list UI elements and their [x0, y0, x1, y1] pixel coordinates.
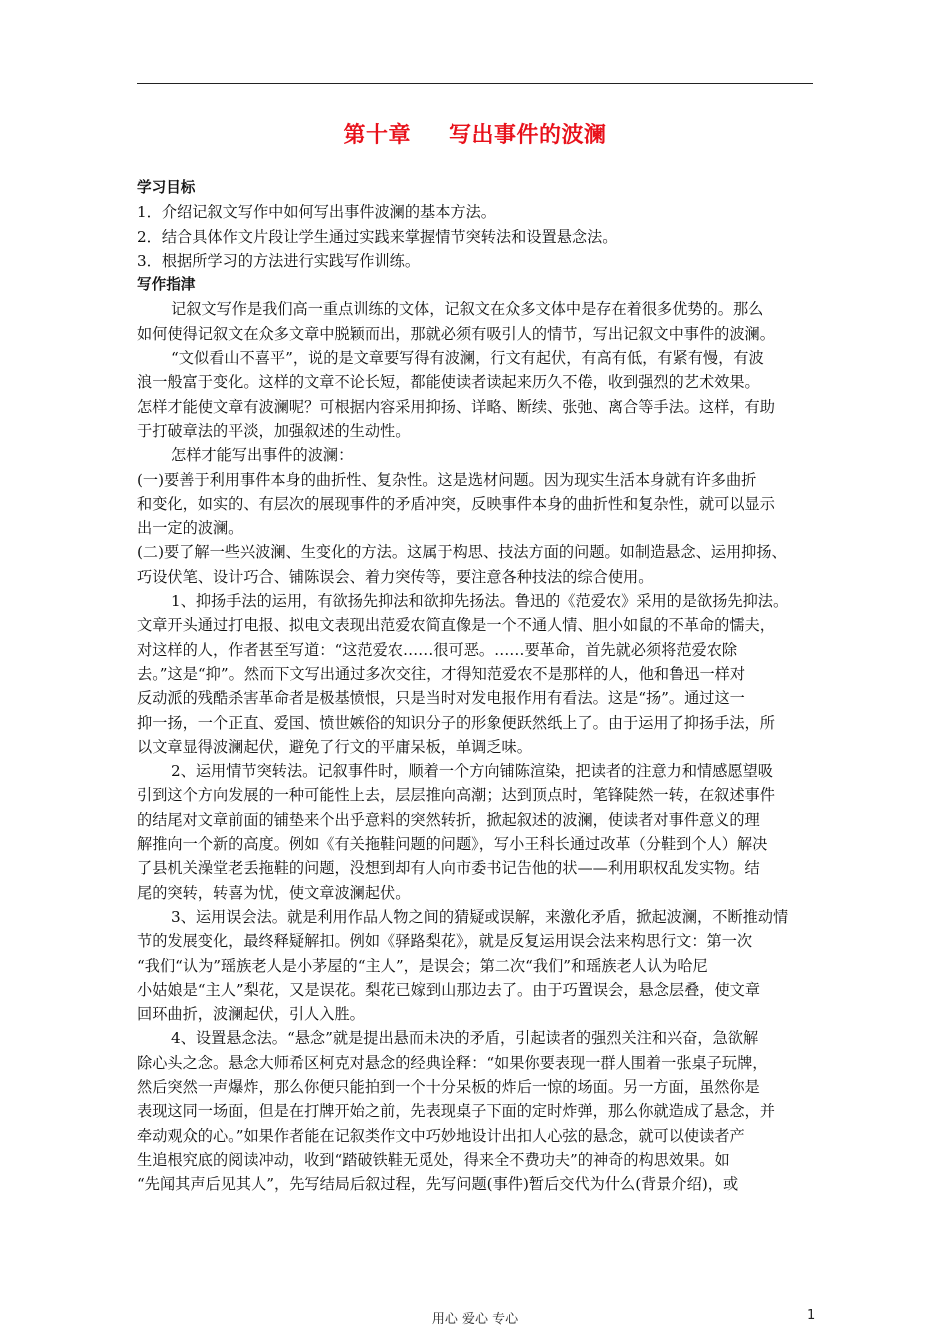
- paragraph-line: 反动派的残酷杀害革命者是极基愤恨，只是当时对发电报作用有看法。这是“扬”。通过这一: [137, 689, 745, 708]
- guide-paragraphs: [137, 297, 815, 1196]
- paragraph-line: 节的发展变化，最终释疑解扣。例如《驿路梨花》，就是反复运用误会法来构思行文：第一次: [137, 932, 753, 951]
- chapter-title: [137, 118, 813, 149]
- paragraph-line: 如何使得记叙文在众多文章中脱颖而出，那就必须有吸引人的情节，写出记叙文中事件的波澜。: [137, 324, 775, 343]
- paragraph: [137, 346, 815, 443]
- paragraph-line: 解推向一个新的高度。例如《有关拖鞋问题的问题》，写小王科长通过改革（分鞋到个人）解决: [137, 835, 768, 854]
- paragraph-line: 3、运用误会法。就是利用作品人物之间的猜疑或误解，来激化矛盾，掀起波澜，不断推动情: [171, 907, 789, 926]
- paragraph-line: 抑一扬，一个正直、爱国、愤世嫉俗的知识分子的形象便跃然纸上了。由于运用了抑扬手法，所: [137, 713, 775, 732]
- paragraph-line: 小姑娘是“主人”梨花，又是误花。梨花已嫁到山那边去了。由于巧置误会，悬念层叠，使文章: [137, 980, 761, 999]
- paragraph-line: 回环曲折，波澜起伏，引人入胜。: [137, 1005, 365, 1024]
- chapter-number: 第十章: [343, 122, 411, 148]
- goals-list: [137, 200, 815, 273]
- paragraph-line: 记叙文写作是我们高一重点训练的文体，记叙文在众多文体中是存在着很多优势的。那么: [171, 300, 764, 319]
- page-footer: 用心 爱心 专心: [431, 1312, 519, 1327]
- paragraph-line: “我们“认为”瑶族老人是小茅屋的“主人”，是误会；第二次“我们”和瑶族老人认为哈尼: [137, 956, 708, 975]
- paragraph: [137, 443, 815, 467]
- paragraph-line: 4、设置悬念法。“悬念”就是提出悬而未决的矛盾，引起读者的强烈关注和兴奋，急欲解: [171, 1029, 759, 1048]
- paragraph: [137, 589, 815, 759]
- chapter-name: 写出事件的波澜: [449, 122, 607, 148]
- paragraph-line: 1、抑扬手法的运用，有欲扬先抑法和欲抑先扬法。鲁迅的《范爱农》采用的是欲扬先抑法。: [171, 592, 789, 611]
- paragraph-line: 巧设伏笔、设计巧合、铺陈误会、着力突传等，要注意各种技法的综合使用。: [137, 567, 654, 586]
- paragraph-line: 除心头之念。悬念大师希区柯克对悬念的经典诠释：“如果你要表现一群人围着一张桌子玩牌，: [137, 1053, 768, 1072]
- paragraph-line: 牵动观众的心。”如果作者能在记叙类作文中巧妙地设计出扣人心弦的悬念，就可以使读者产: [137, 1126, 745, 1145]
- paragraph-line: “先闻其声后见其人”，先写结局后叙过程，先写问题(事件)暂后交代为什么(背景介绍)，或: [137, 1175, 739, 1194]
- paragraph-line: 尾的突转，转喜为忧，使文章波澜起伏。: [137, 883, 411, 902]
- paragraph-line: 和变化，如实的、有层次的展现事件的矛盾冲突，反映事件本身的曲折性和复杂性，就可以显示: [137, 494, 775, 513]
- paragraph: [137, 1026, 815, 1196]
- paragraph-line: (二)要了解一些兴波澜、生变化的方法。这属于构思、技法方面的问题。如制造悬念、运用抑扬、: [137, 543, 787, 562]
- paragraph-line: 怎样才能使文章有波澜呢？可根据内容采用抑扬、详略、断续、张弛、离合等手法。这样，有助: [137, 397, 775, 416]
- paragraph-line: 生追根究底的阅读冲动，收到“踏破铁鞋无觅处，得来全不费功夫”的神奇的构思效果。如: [137, 1150, 730, 1169]
- guide-heading: 写作指津: [137, 276, 196, 294]
- paragraph-line: 以文章显得波澜起伏，避免了行文的平庸呆板，单调乏味。: [137, 737, 532, 756]
- paragraph: [137, 905, 815, 1026]
- paragraph-line: 然后突然一声爆炸，那么你便只能拍到一个十分呆板的炸后一惊的场面。另一方面，虽然你是: [137, 1077, 760, 1096]
- paragraph-line: 文章开头通过打电报、拟电文表现出范爱农简直像是一个不通人情、胆小如鼠的不革命的懦夫，: [137, 616, 775, 635]
- paragraph: [137, 468, 815, 541]
- paragraph-line: 浪一般富于变化。这样的文章不论长短，都能使读者读起来历久不倦，收到强烈的艺术效果。: [137, 373, 760, 392]
- paragraph-line: 出一定的波澜。: [137, 519, 244, 538]
- paragraph-line: 表现这同一场面，但是在打牌开始之前，先表现桌子下面的定时炸弹，那么你就造成了悬念，并: [137, 1102, 775, 1121]
- paragraph-line: (一)要善于利用事件本身的曲折性、复杂性。这是选材问题。因为现实生活本身就有许多曲折: [137, 470, 757, 489]
- paragraph-line: 2、运用情节突转法。记叙事件时，顺着一个方向铺陈渲染，把读者的注意力和情感愿望吸: [171, 762, 773, 781]
- paragraph-line: 于打破章法的平淡，加强叙述的生动性。: [137, 421, 411, 440]
- goal-item: 3．根据所学习的方法进行实践写作训练。: [137, 251, 421, 270]
- page-number: 1: [807, 1308, 816, 1323]
- paragraph: [137, 540, 815, 589]
- goals-heading: 学习目标: [137, 179, 196, 196]
- goal-item: 2．结合具体作文片段让学生通过实践来掌握情节突转法和设置悬念法。: [137, 227, 618, 246]
- paragraph-line: “文似看山不喜平”，说的是文章要写得有波澜，行文有起伏，有高有低，有紧有慢，有波: [171, 349, 764, 368]
- paragraph-line: 去。”这是“抑”。然而下文写出通过多次交往，才得知范爱农不是那样的人，他和鲁迅一样对: [137, 664, 746, 683]
- paragraph-line: 了县机关澡堂老丢拖鞋的问题，没想到却有人向市委书记告他的状——利用职权乱发实物。结: [137, 859, 760, 878]
- paragraph-line: 怎样才能写出事件的波澜：: [171, 446, 354, 465]
- document-body: [137, 176, 815, 1196]
- paragraph: [137, 297, 815, 346]
- header-rule: [137, 83, 813, 84]
- paragraph-line: 引到这个方向发展的一种可能性上去，层层推向高潮；达到顶点时，笔锋陡然一转，在叙述事件: [137, 786, 775, 805]
- paragraph-line: 对这样的人，作者甚至写道：“这范爱农……很可恶。……要革命，首先就必须将范爱农除: [137, 640, 738, 659]
- paragraph: [137, 759, 815, 905]
- paragraph-line: 的结尾对文章前面的铺垫来个出乎意料的突然转折，掀起叙述的波澜，使读者对事件意义的理: [137, 810, 760, 829]
- goal-item: 1．介绍记叙文写作中如何写出事件波澜的基本方法。: [137, 203, 496, 222]
